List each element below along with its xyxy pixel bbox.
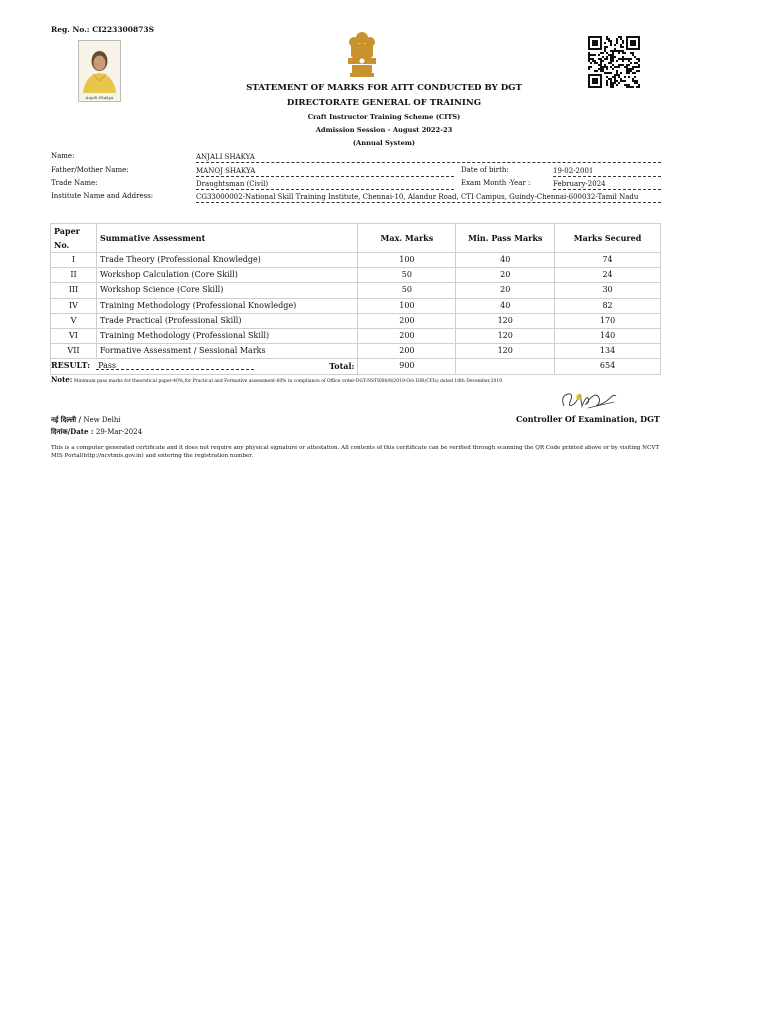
- paper-no: II: [51, 268, 97, 283]
- table-header-row: [51, 224, 661, 253]
- min-pass-marks: 120: [456, 313, 555, 328]
- header-min-pass: Min. Pass Marks: [456, 224, 555, 253]
- marks-secured: 170: [555, 313, 661, 328]
- dob-label: Date of birth:: [461, 166, 509, 174]
- date-label: दिनांक/Date :: [51, 427, 96, 436]
- issuing-authority: DIRECTORATE GENERAL OF TRAINING: [286, 98, 482, 108]
- max-marks: 200: [358, 328, 456, 343]
- paper-no: V: [51, 313, 97, 328]
- table-row: [51, 253, 661, 268]
- min-pass-marks: 40: [456, 253, 555, 268]
- institute-label: Institute Name and Address:: [51, 192, 154, 200]
- max-marks: 50: [358, 268, 456, 283]
- assessment-name: Training Methodology (Professional Knowledge): [96, 298, 358, 313]
- parent-name: MANOJ SHAKYA: [196, 166, 454, 177]
- total-max-marks: 900: [358, 359, 456, 374]
- marks-secured: 140: [555, 328, 661, 343]
- result-label: RESULT:: [51, 360, 91, 370]
- result-value: Pass: [98, 361, 117, 370]
- table-row: [51, 313, 661, 328]
- min-pass-marks: 20: [456, 268, 555, 283]
- min-pass-marks: 120: [456, 344, 555, 359]
- trade-name: Draughtsman (Civil): [196, 179, 454, 190]
- qr-code-icon[interactable]: [588, 36, 640, 88]
- result-underline: [96, 369, 254, 370]
- max-marks: 200: [358, 313, 456, 328]
- table-row: [51, 328, 661, 343]
- paper-no: III: [51, 283, 97, 298]
- assessment-name: Formative Assessment / Sessional Marks: [96, 344, 358, 359]
- note-label: Note:: [51, 375, 73, 384]
- marks-table: [50, 223, 661, 375]
- document-title: STATEMENT OF MARKS FOR AITT CONDUCTED BY DGT: [246, 83, 522, 93]
- marks-secured: 134: [555, 344, 661, 359]
- table-row: [51, 298, 661, 313]
- max-marks: 200: [358, 344, 456, 359]
- marks-secured: 82: [555, 298, 661, 313]
- assessment-name: Training Methodology (Professional Skill): [96, 328, 358, 343]
- exam-label: Exam Month -Year :: [461, 179, 531, 187]
- total-row: [51, 359, 661, 374]
- photo-signature: Anjali Shakya: [85, 95, 114, 100]
- header-assessment: Summative Assessment: [96, 224, 358, 253]
- system-type: (Annual System): [352, 139, 416, 147]
- signature-icon: [558, 388, 620, 412]
- marks-secured: 30: [555, 283, 661, 298]
- registration-number: Reg. No.: CI223300873S: [51, 25, 155, 34]
- table-row: [51, 283, 661, 298]
- marks-secured: 74: [555, 253, 661, 268]
- assessment-name: Workshop Calculation (Core Skill): [96, 268, 358, 283]
- total-label: Total:: [51, 359, 358, 374]
- header-max-marks: Max. Marks: [358, 224, 456, 253]
- name-label: Name:: [51, 152, 75, 160]
- min-pass-marks: 120: [456, 328, 555, 343]
- paper-no: IV: [51, 298, 97, 313]
- table-row: [51, 268, 661, 283]
- place-value: New Delhi: [83, 416, 121, 424]
- place: [51, 415, 121, 425]
- scheme-name: Craft Instructor Training Scheme (CITS): [307, 113, 461, 121]
- header-marks-secured: Marks Secured: [555, 224, 661, 253]
- total-min-pass-empty: [456, 359, 555, 374]
- max-marks: 100: [358, 298, 456, 313]
- institute-name: CG33000002-National Skill Training Institute, Chennai-10, Alandur Road, CTI Campus, Guindy-Chennai-600032-Tamil Nadu: [196, 192, 661, 203]
- paper-no: VI: [51, 328, 97, 343]
- assessment-name: Trade Practical (Professional Skill): [96, 313, 358, 328]
- note-text: Minimum pass marks for theoretical paper-40%,for Practical and Formative assessment-60% in compliance of Office order-DGT-NSTI080/8/2019-O/o DIR(CFIs) dated 18th December,2019: [73, 379, 503, 384]
- min-pass-marks: 20: [456, 283, 555, 298]
- trade-label: Trade Name:: [51, 179, 98, 187]
- date-of-birth: 19-02-2001: [553, 166, 661, 177]
- max-marks: 50: [358, 283, 456, 298]
- paper-no: I: [51, 253, 97, 268]
- table-row: [51, 344, 661, 359]
- total-marks-secured: 654: [555, 359, 661, 374]
- controller-of-examination: Controller Of Examination, DGT: [516, 414, 660, 424]
- paper-no: VII: [51, 344, 97, 359]
- date-value: 29-Mar-2024: [95, 428, 143, 436]
- max-marks: 100: [358, 253, 456, 268]
- issue-date: [51, 427, 142, 437]
- parent-label: Father/Mother Name:: [51, 166, 129, 174]
- national-emblem-icon: [343, 28, 381, 80]
- marks-secured: 24: [555, 268, 661, 283]
- disclaimer: This is a computer generated certificate and it does not require any physical signature or attestation. All contents of this ceritificate can be verified through scanning the QR Code printed above or by visiting NCVT MIS Portal(http://ncvtmis.gov.in) and entering the registration number.: [51, 445, 660, 459]
- candidate-name: ANJALI SHAKYA: [196, 152, 661, 163]
- admission-session: Admission Session - August 2022-23: [315, 126, 453, 134]
- note: [51, 375, 502, 384]
- exam-month-year: February-2024: [553, 179, 661, 190]
- min-pass-marks: 40: [456, 298, 555, 313]
- assessment-name: Trade Theory (Professional Knowledge): [96, 253, 358, 268]
- header-paper-no: Paper No.: [51, 224, 97, 253]
- place-label: नई दिल्ली /: [51, 415, 84, 424]
- assessment-name: Workshop Science (Core Skill): [96, 283, 358, 298]
